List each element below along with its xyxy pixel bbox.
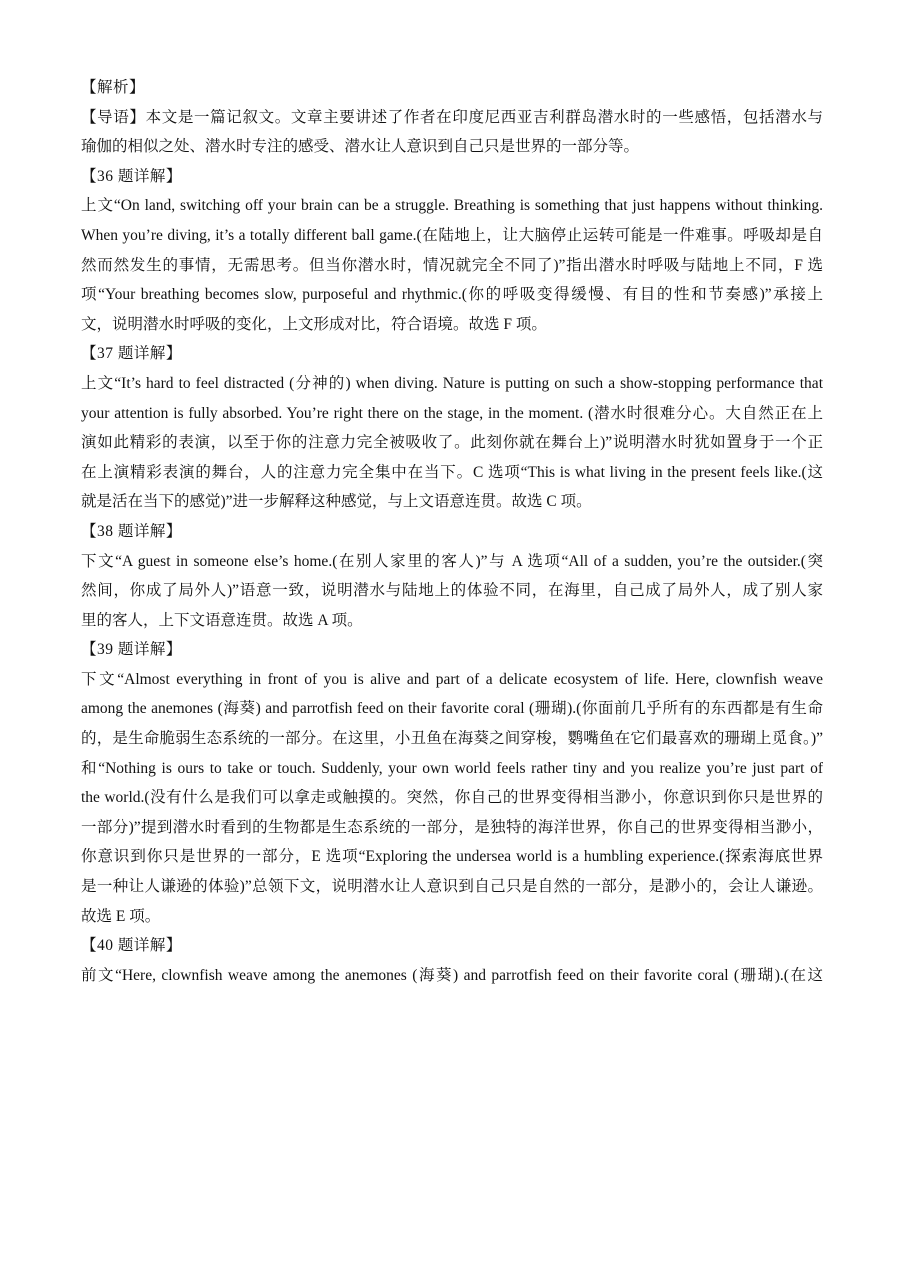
q37-line: 在上演精彩表演的舞台，人的注意力完全集中在当下。C 选项“This is what living in the present feels like.(这 (81, 463, 823, 481)
q40-line: 前文“Here, clownfish weave among the anemones (海葵) and parrotfish feed on their favorite coral (珊瑚).(在这 (81, 966, 823, 984)
q39-line: among the anemones (海葵) and parrotfish feed on their favorite coral (珊瑚).(你面前几乎所有的东西都是有生命 (81, 700, 823, 718)
q39-line: 的，是生命脆弱生态系统的一部分。在这里，小丑鱼在海葵之间穿梭，鹦嘴鱼在它们最喜欢的珊瑚上觅食。)” (81, 730, 823, 748)
document-page (81, 73, 823, 990)
q37-line: 上文“It’s hard to feel distracted (分神的) when diving. Nature is putting on such a show-stopping performance that (81, 374, 823, 392)
q38-line: 下文“A guest in someone else’s home.(在别人家里的客人)”与 A 选项“All of a sudden, you’re the outsider.(突 (81, 552, 823, 570)
q39-line: 是一种让人谦逊的体验)”总领下文，说明潜水让人意识到自己只是自然的一部分，是渺小的，会让人谦逊。 (81, 878, 823, 896)
q39-line: 一部分)”提到潜水时看到的生物都是生态系统的一部分，是独特的海洋世界，你自己的世界变得相当渺小， (81, 818, 823, 836)
q39-heading: 【39 题详解】 (81, 641, 182, 659)
analysis-heading: 【解析】 (81, 79, 146, 96)
intro-line: 【导语】本文是一篇记叙文。文章主要讲述了作者在印度尼西亚吉利群岛潜水时的一些感悟，包括潜水与 (81, 108, 823, 126)
q40-heading: 【40 题详解】 (81, 937, 182, 955)
q38-line: 然间，你成了局外人)”语意一致，说明潜水与陆地上的体验不同，在海里，自己成了局外人，成了别人家 (81, 582, 823, 600)
q36-line: 然而然发生的事情，无需思考。但当你潜水时，情况就完全不同了)”指出潜水时呼吸与陆地上不同，F 选 (81, 256, 823, 274)
q36-line: When you’re diving, it’s a totally different ball game.(在陆地上，让大脑停止运转可能是一件难事。呼吸却是自 (81, 226, 823, 244)
q39-line: 和“Nothing is ours to take or touch. Suddenly, your own world feels rather tiny and you realize you’re just part of (81, 759, 823, 777)
q36-line: 项“Your breathing becomes slow, purposeful and rhythmic.(你的呼吸变得缓慢、有目的性和节奏感)”承接上 (81, 286, 823, 304)
q39-line: 故选 E 项。 (81, 907, 161, 925)
q37-line: 演如此精彩的表演，以至于你的注意力完全被吸收了。此刻你就在舞台上)”说明潜水时犹如置身于一个正 (81, 434, 823, 452)
q38-line: 里的客人，上下文语意连贯。故选 A 项。 (81, 611, 363, 629)
q39-line: 你意识到你只是世界的一部分，E 选项“Exploring the undersea world is a humbling experience.(探索海底世界 (81, 848, 823, 866)
q39-line: the world.(没有什么是我们可以拿走或触摸的。突然，你自己的世界变得相当渺小，你意识到你只是世界的 (81, 789, 823, 807)
q38-heading: 【38 题详解】 (81, 522, 182, 540)
q36-line: 文，说明潜水时呼吸的变化，上文形成对比，符合语境。故选 F 项。 (81, 315, 547, 333)
q37-heading: 【37 题详解】 (81, 345, 182, 363)
q36-line: 上文“On land, switching off your brain can be a struggle. Breathing is something that just happens without thinking. (81, 197, 823, 215)
q37-line: 就是活在当下的感觉)”进一步解释这种感觉，与上文语意连贯。故选 C 项。 (81, 493, 592, 511)
intro-line: 瑜伽的相似之处、潜水时专注的感受、潜水让人意识到自己只是世界的一部分等。 (81, 138, 640, 156)
q36-heading: 【36 题详解】 (81, 167, 182, 185)
q37-line: your attention is fully absorbed. You’re right there on the stage, in the moment. (潜水时很难分心。大自然正在上 (81, 404, 823, 422)
q39-line: 下文“Almost everything in front of you is alive and part of a delicate ecosystem of life. Here, clownfish weave (81, 670, 823, 688)
